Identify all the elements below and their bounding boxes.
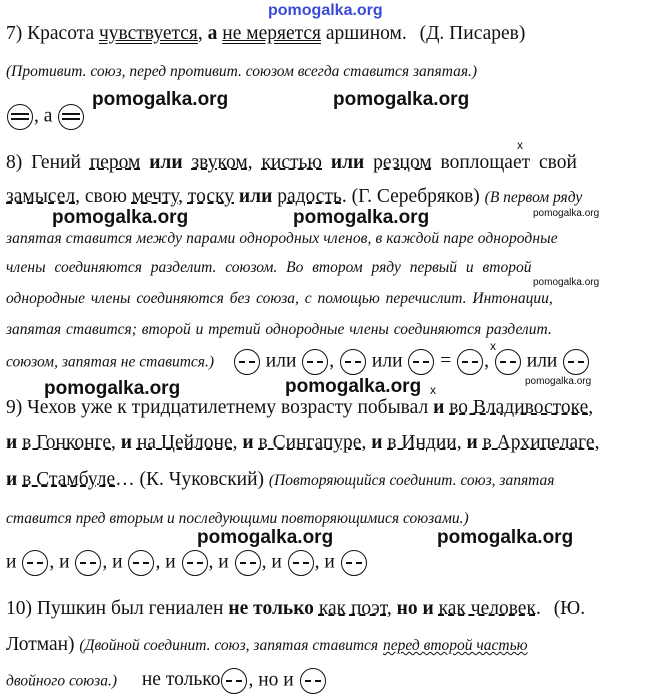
word: свою [84,186,127,207]
object: пером [89,152,141,173]
sentence-10-line1: 10) Пушкин был гениален не только как поэт, но и как человек. (Ю. [6,598,586,619]
adverbial-circle [128,550,154,576]
conjunction: и [433,397,445,418]
note-text: перед второй частью [383,637,528,654]
adverbial-circle [288,550,314,576]
sentence-8-line2: замысел, свою мечту, тоску или радость. (Г. Серебряков) (В первом ряду [6,186,583,207]
conjunction: и [120,432,133,453]
object: резцом [373,152,432,173]
note-text: двойного союза.) [6,672,117,690]
word: Красота [27,23,95,44]
scheme-text: или [526,350,558,372]
author: Лотман) [6,634,75,655]
author: (Д. Писарев) [419,23,526,44]
watermark: pomogalka.org [285,376,422,397]
object: тоску [187,186,235,207]
scheme-7 [6,104,85,130]
watermark-small: pomogalka.org [533,208,600,219]
sentence-number: 8) [6,152,23,173]
scheme-text: , и [49,551,70,573]
adverbial-circle [341,550,367,576]
adverbial: в Гонконге [22,432,112,453]
conjunction: и [6,469,18,490]
conjunction: не только [228,598,314,619]
word: Пушкин был гениален [36,598,224,619]
word: аршином. [325,23,407,44]
attribute-circle [221,668,247,694]
conjunction: или [238,186,273,207]
sentence-10-line2 [6,633,528,658]
scheme-text: = [440,350,452,372]
sentence-9-scheme [6,550,368,576]
object-circle [302,349,328,375]
note-text: (Повторяющийся соединит. союз, запятая [268,472,555,489]
conjunction: и [6,432,18,453]
adverbial: в Индии [387,432,457,453]
author: (Г. Серебряков) [351,186,480,207]
sentence-10-line3 [6,668,327,694]
scheme-text: , и [102,551,123,573]
object-circle [234,349,260,375]
scheme-text: , и [208,551,229,573]
object: звуком [191,152,248,173]
scheme-text: , а [34,105,53,127]
object: мечту [131,186,179,207]
watermark: pomogalka.org [92,89,229,110]
sentence-8-scheme: союзом, запятая не ставится.) или , или = , или [6,349,590,375]
scheme-text: , но и [248,669,294,691]
attribute: как человек [438,598,536,619]
sentence-number: 10) [6,598,32,619]
scheme-text: не только [141,669,221,691]
object: кистью [261,152,322,173]
conjunction: и [466,432,478,453]
sentence-number: 9) [6,397,23,418]
scheme-text: или [265,350,297,372]
word: Чехов уже к тридцатилетнему возрасту побывал [27,397,429,418]
author: … (К. Чуковский) [115,469,265,490]
scheme-text: , и [261,551,282,573]
watermark: pomogalka.org [437,527,574,548]
watermark: pomogalka.org [293,207,430,228]
word: Гений [31,152,81,173]
note-text: (В первом ряду [484,189,583,206]
sentence-9-line1: 9) Чехов уже к тридцатилетнему возрасту побывал и во Владивостоке, [6,397,594,418]
conjunction: и [242,432,254,453]
watermark-small: pomogalka.org [533,277,600,288]
adverbial: во Владивостоке [449,397,589,418]
sentence-7 [6,22,525,46]
x-mark: x [517,138,523,152]
watermark: pomogalka.org [52,207,189,228]
sentence-8-line1: 8) Гений пером или звуком, кистью или резцом воплощает свой [6,152,577,173]
watermark: pomogalka.org [333,89,470,110]
word: воплощает свой [440,152,577,173]
conjunction: а [207,23,218,44]
object-circle [457,349,483,375]
object-circle [408,349,434,375]
note-text: союзом, запятая не ставится.) [6,353,215,371]
predicate: не меряется [222,23,321,44]
object-circle [563,349,589,375]
predicate-circle [58,104,84,130]
note-7: (Противит. союз, перед противит. союзом всегда ставится запятая.) [6,63,478,80]
adverbial: в Архипелаге [482,432,595,453]
watermark: pomogalka.org [197,527,334,548]
scheme-text: , и [155,551,176,573]
object: радость [277,186,342,207]
author: (Ю. [553,598,586,619]
adverbial: на Цейлоне [136,432,233,453]
attribute-circle [300,668,326,694]
sentence-9-line3 [6,468,555,493]
x-mark: x [430,383,436,397]
conjunction: и [371,432,383,453]
watermark-small: pomogalka.org [525,376,592,387]
sentence-number: 7) [6,23,23,44]
adverbial-circle [75,550,101,576]
adverbial: в Сингапуре [258,432,362,453]
note-8-line5: запятая ставится; второй и третий однородные члены соединяются разделит. [6,321,552,338]
adverbial: в Стамбуле [22,469,116,490]
conjunction: но и [396,598,434,619]
object: замысел [6,186,76,207]
object-circle [495,349,521,375]
conjunction: или [149,152,183,173]
sentence-9-line2: и в Гонконге, и на Цейлоне, и в Сингапуре, и в Индии, и в Архипелаге, [6,432,600,453]
note-8-line3: члены соединяются разделит. союзом. Во втором ряду первый и второй [6,259,532,276]
attribute: как поэт [318,598,387,619]
adverbial-circle [22,550,48,576]
top-watermark: pomogalka.org [268,2,383,19]
scheme-text: и [6,551,17,573]
note-8-line2: запятая ставится между парами однородных членов, в каждой паре однородные [6,230,558,247]
scheme-text: или [371,350,403,372]
adverbial-circle [182,550,208,576]
note-9-line2: ставится пред вторым и последующими повторяющимися союзами.) [6,510,469,527]
note-8-line4: однородные члены соединяются без союза, с помощью перечислит. Интонации, [6,290,553,307]
object-circle [340,349,366,375]
predicate-circle [7,104,33,130]
watermark: pomogalka.org [44,378,181,399]
conjunction: или [330,152,365,173]
scheme-text: , и [314,551,335,573]
adverbial-circle [235,550,261,576]
note-text: (Двойной соединит. союз, запятая ставится [79,637,379,654]
predicate: чувствуется [98,23,198,44]
x-mark: x [490,339,496,353]
comma: , [197,23,203,44]
